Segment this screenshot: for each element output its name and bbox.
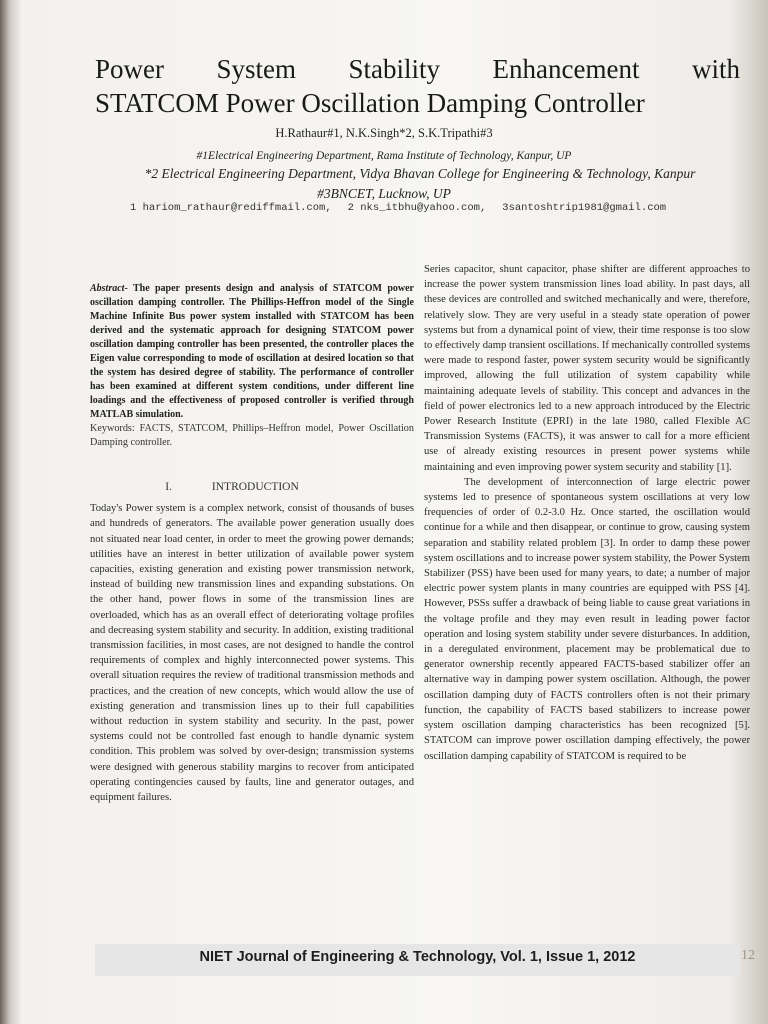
author-emails [130,202,750,214]
paper-title [95,52,740,120]
abstract-text: The paper presents design and analysis of STATCOM power oscillation damping controller. The Phillips-Heffron model of the Single Machine Infinite Bus power system installed with STATCOM has been derived and the systematic approach for designing STATCOM power oscillation damping controller has been presented, the controller places the Eigen value corresponding to mode of oscillation at desired location so that the system has desired degree of stability. The performance of controller has been examined at different system conditions, under different line loadings and the effectiveness of proposed controller is verified through MATLAB simulation. [90,283,414,420]
email-3: 3santoshtrip1981@gmail.com [502,202,667,214]
section-title: INTRODUCTION [211,481,299,493]
section-number: I. [165,481,172,493]
affiliation-3: #3BNCET, Lucknow, UP [317,186,451,201]
affiliation-2: *2 Electrical Engineering Department, Vidya Bhavan College for Engineering & Technology, Kanpur [144,166,696,181]
title-word: Enhancement [492,54,640,84]
title-line-2: STATCOM Power Oscillation Damping Controller [95,88,645,118]
abstract [90,282,414,422]
title-word: System [216,54,297,84]
section-heading [90,480,414,495]
body-paragraph-2: The development of interconnection of large electric power systems led to presence of spontaneous system oscillations at very low frequencies of order of 0.2-3.0 Hz. Once started, the oscillation would continue for a while and then disappear, or continue to grow, causing system separation and stability related problem [3]. In order to damp these power system oscillations and to increase power system stability, the Power System Stabilizer (PSS) have been used for many years, to date; a number of major electric power system plants in many countries are equipped with PSS [4]. However, PSSs suffer a drawback of being liable to cause great variations in the voltage profile and they may even result in leading power factor operation and losing system stability under severe disturbances. In addition, in a deregulated environment, placement may be problematical due to generator ownership recently appeared FACTS-based stabilizer offer an alternative way in damping power system oscillation. Although, the power oscillation damping duty of FACTS controllers often is not their primary function, the capability of FACTS based stabilizers to increase power system oscillation damping characteristics has been recognized [5]. STATCOM can improve power oscillation damping effectively, the power oscillation damping capability of STATCOM is required to be [424,476,750,762]
keywords: Keywords: FACTS, STATCOM, Phillips–Heffron model, Power Oscillation Damping controller. [90,423,414,448]
body-paragraph-1: Series capacitor, shunt capacitor, phase shifter are different approaches to increase the power system transmission lines load ability. In past days, all these devices are controlled and switched mechanically and were, therefore, relatively slow. They are very useful in a steady state operation of power systems but from a dynamical point of view, their time response is too slow to effectively damp transient oscillations. If mechanically controlled systems were made to respond faster, power system security would be significantly improved, allowing the full utilization of system capability while maintaining adequate levels of stability. This concept and advances in the field of power electronics led to a new approach introduced by the Electric Power Research Institute (EPRI) in the late 1980, called Flexible AC Transmission Systems (FACTS), it was answer to call for a more efficient use of already existing resources in present power systems while maintaining and even improving power system security and stability [1]. [424,264,750,473]
title-word: Power [95,54,164,84]
title-word: with [691,54,740,84]
email-1: 1 hariom_rathaur@rediffmail.com, [130,202,332,214]
affiliation-1: #1Electrical Engineering Department, Rama Institute of Technology, Kanpur, UP [196,150,572,162]
title-line-1 [95,52,740,86]
abstract-label: Abstract- [90,283,128,294]
title-word: Stability [348,54,441,84]
page-number: 12 [741,948,755,963]
left-column [90,282,414,805]
email-2: 2 nks_itbhu@yahoo.com, [347,202,487,214]
author-list: H.Rathaur#1, N.K.Singh*2, S.K.Tripathi#3 [275,126,493,140]
journal-footer: NIET Journal of Engineering & Technology, Vol. 1, Issue 1, 2012 [199,949,636,965]
intro-paragraph: Today's Power system is a complex network, consist of thousands of buses and hundreds of generators. The available power generation usually does not situated near load center, in order to meet the growing power demands; utilities have an interest in better utilization of available power system capacities, existing generation and existing power transmission network, instead of building new transmission lines and expanding substations. On the other hand, power flows in some of the transmission lines are overloaded, which has as an overall effect of deteriorating voltage profiles and decreasing system stability and security. In addition, existing traditional transmission facilities, in most cases, are not designed to handle the control requirements of complex and highly interconnected power systems. This overall situation requires the review of traditional transmission methods and practices, and the creation of new concepts, which would allow the use of existing generation and transmission lines up to their full capabilities without reduction in system stability and security. In the past, power systems could not be controlled fast enough to handle dynamic system condition. This problem was solved by over-design; transmission systems were designed with generous stability margins to recover from anticipated operating contingencies caused by faults, line and generator outages, and equipment failures. [90,503,414,804]
right-column [424,262,750,764]
